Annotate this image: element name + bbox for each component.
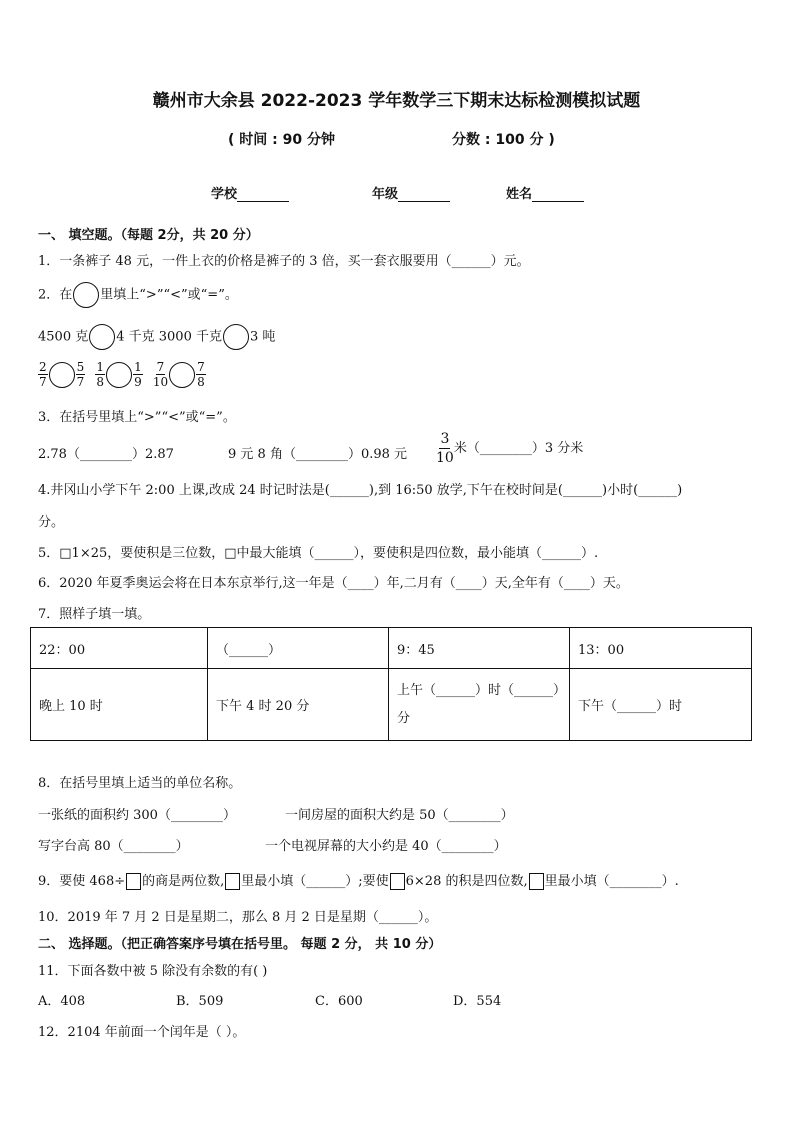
q2-prefix: 2．在 — [38, 287, 73, 303]
q2-item-c: 3 吨 — [249, 329, 276, 345]
table-cell-line: 上午（______）时（______） — [397, 682, 567, 698]
school-field — [211, 183, 289, 202]
question-6: 6．2020 年夏季奥运会将在日本东京举行,这一年是（____）年,二月有（____）天,全年有（____）天。 — [38, 576, 629, 591]
question-12: 12．2104 年前面一个闰年是（ ）。 — [38, 1025, 246, 1040]
question-8: 8．在括号里填上适当的单位名称。 — [38, 776, 242, 791]
q2-suffix: 里填上“>”“<”或“=”。 — [100, 287, 238, 303]
q3-item-b: 9 元 8 角（________）0.98 元 — [228, 447, 408, 462]
answer-box[interactable] — [126, 873, 141, 890]
answer-circle[interactable] — [89, 324, 115, 350]
fraction: $\frac{2}{7}$ — [39, 360, 47, 389]
table-cell: 13：00 — [570, 628, 752, 669]
grade-field — [372, 183, 450, 202]
school-label: 学校 — [211, 187, 238, 202]
q2-item-a: 4500 克 — [38, 329, 89, 345]
q2-item-b: 4 千克 3000 千克 — [116, 329, 222, 345]
option-d[interactable]: D．554 — [453, 994, 502, 1009]
answer-box[interactable] — [529, 873, 544, 890]
section1-heading: 一、 填空题。（每题 2分，共 20 分） — [38, 228, 259, 243]
table-cell[interactable] — [389, 669, 570, 741]
question-7: 7．照样子填一填。 — [38, 607, 151, 622]
q3-item-a: 2.78（________）2.87 — [38, 447, 174, 462]
answer-box[interactable] — [225, 873, 240, 890]
question-4: 4.井冈山小学下午 2:00 上课,改成 24 时记时法是(______),到 16:50 放学,下午在校时间是(______)小时(______) — [38, 483, 683, 498]
question-2 — [38, 282, 238, 308]
table-row — [31, 628, 752, 669]
question-2-line2 — [38, 360, 206, 389]
name-label: 姓名 — [506, 187, 533, 202]
answer-circle[interactable] — [106, 362, 132, 388]
answer-circle[interactable] — [223, 324, 249, 350]
option-a[interactable]: A．408 — [38, 994, 86, 1009]
question-11: 11．下面各数中被 5 除没有余数的有( ) — [38, 964, 268, 979]
question-2-line1 — [38, 324, 275, 350]
exam-time: ( 时间 : 90 分钟 — [228, 132, 335, 148]
table-cell: 22：00 — [31, 628, 208, 669]
time-conversion-table — [30, 627, 752, 741]
answer-box[interactable] — [390, 873, 405, 890]
q8-item-b: 一间房屋的面积大约是 50（________） — [285, 808, 514, 823]
option-c[interactable]: C．600 — [315, 994, 363, 1009]
table-row — [31, 669, 752, 741]
question-10: 10．2019 年 7 月 2 日是星期二，那么 8 月 2 日是星期（______）。 — [38, 910, 438, 925]
q8-item-c: 写字台高 80（________） — [38, 839, 189, 854]
exam-title: 赣州市大余县 2022-2023 学年数学三下期末达标检测模拟试题 — [152, 91, 641, 111]
answer-circle[interactable] — [49, 362, 75, 388]
table-cell[interactable]: （______） — [208, 628, 389, 669]
school-blank[interactable] — [237, 189, 289, 202]
question-5: 5．□1×25，要使积是三位数，□中最大能填（______），要使积是四位数，最小能填（______）. — [38, 546, 599, 561]
question-3: 3．在括号里填上“>”“<”或“=”。 — [38, 410, 236, 425]
q3-item-c-text: 米（________）3 分米 — [453, 441, 584, 456]
name-field — [506, 183, 584, 202]
fraction: $\frac{3}{10}$ — [436, 431, 454, 466]
table-cell: 下午 4 时 20 分 — [208, 669, 389, 741]
table-cell-line: 分 — [397, 710, 411, 726]
fraction: $\frac{1}{8}$ — [96, 360, 105, 389]
grade-blank[interactable] — [398, 189, 450, 202]
q3-item-c — [436, 430, 583, 467]
fraction: $\frac{7}{8}$ — [197, 360, 205, 389]
question-9: 9．要使 468÷ 的商是两位数, 里最小填（______）;要使 6×28 的积是四位数, 里最小填（________）. — [38, 874, 679, 889]
question-4-cont: 分。 — [38, 515, 65, 530]
fraction: $\frac{5}{7}$ — [76, 360, 85, 389]
table-cell[interactable]: 下午（______）时 — [570, 669, 752, 741]
q8-item-a: 一张纸的面积约 300（________） — [38, 808, 236, 823]
grade-label: 年级 — [372, 187, 399, 202]
answer-circle[interactable] — [169, 362, 195, 388]
exam-score: 分数 : 100 分 ) — [452, 132, 555, 148]
fraction: $\frac{1}{9}$ — [134, 360, 142, 389]
compare-circle — [73, 282, 99, 308]
option-b[interactable]: B．509 — [176, 994, 224, 1009]
q8-item-d: 一个电视屏幕的大小约是 40（________） — [265, 839, 507, 854]
table-cell: 9：45 — [389, 628, 570, 669]
table-cell: 晚上 10 时 — [31, 669, 208, 741]
name-blank[interactable] — [532, 189, 584, 202]
section2-heading: 二、 选择题。（把正确答案序号填在括号里。 每题 2 分， 共 10 分） — [38, 937, 442, 952]
question-1: 1．一条裤子 48 元，一件上衣的价格是裤子的 3 倍，买一套衣服要用（______）元。 — [38, 254, 530, 269]
fraction: $\frac{7}{10}$ — [152, 360, 169, 389]
